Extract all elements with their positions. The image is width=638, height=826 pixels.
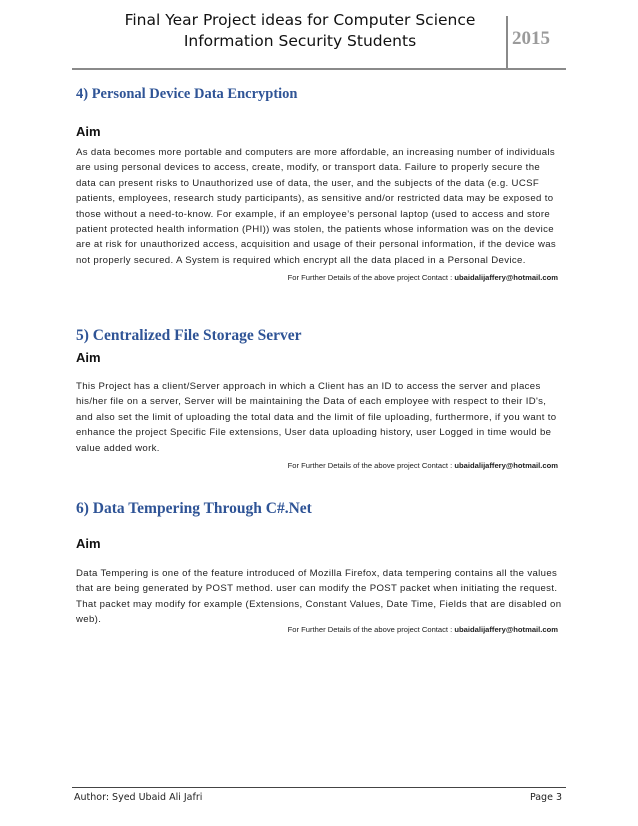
aim-label: Aim [76,124,101,139]
contact-prefix: For Further Details of the above project Contact : [287,273,455,283]
section-title: 5) Centralized File Storage Server [76,327,302,344]
section-body: Data Tempering is one of the feature introduced of Mozilla Firefox, data tempering contains all the values that are being generated by POST method. user can modify the POST packet when initiating the request. That packet may modify for example (Extensions, Constant Values, Date Time, Fields that are disabled on web). [76,568,562,626]
contact-email: ubaidalijaffery@hotmail.com [454,624,558,634]
aim-label: Aim [76,350,101,365]
contact-line [76,273,562,282]
contact-prefix: For Further Details of the above project Contact : [287,461,455,471]
header-year: 2015 [512,28,550,49]
header-title-line-2: Information Security Students [183,32,417,50]
footer-author: Author: Syed Ubaid Ali Jafri [74,792,203,803]
header-divider-horizontal [72,68,566,70]
section-data-tempering [76,498,562,634]
contact-email: ubaidalijaffery@hotmail.com [454,461,558,471]
footer-divider [72,787,566,788]
contact-line [76,625,562,634]
section-title: 6) Data Tempering Through C#.Net [76,500,312,517]
section-body: This Project has a client/Server approach in which a Client has an ID to access the server and places his/her file on a server, Server will be maintaining the Data of each employee with respect to their ID's, and also set the limit of uploading the total data and the limit of file uploading, furthermore, if you want to enhance the project Specific File extensions, User data uploading history, user Logged in time would be value added work. [76,381,557,454]
header-title-line-1: Final Year Project ideas for Computer Science [124,11,476,29]
contact-line [76,461,562,470]
contact-prefix: For Further Details of the above project Contact : [287,624,455,634]
section-centralized-file-storage [76,325,562,470]
page-header-title [90,10,510,52]
section-personal-device-encryption [76,84,562,282]
footer-page-number: Page 3 [529,792,562,803]
contact-email: ubaidalijaffery@hotmail.com [454,273,558,283]
aim-label: Aim [76,536,101,551]
section-title: 4) Personal Device Data Encryption [76,86,298,102]
section-body: As data becomes more portable and computers are more affordable, an increasing number of individuals are using personal devices to access, create, modify, or transport data. Failure to properly secure the data can present risks to Unauthorized use of data, the user, and the subjects of the data (e.g. UCSF patients, employees, research study participants), as sensitive and/or restricted data may be exposed to those without a need-to-know. For example, if an employee’s personal laptop (used to access and store patient protected health information (PHI)) was stolen, the patients whose information was on the device are at risk for unauthorized access, acquisition and usage of their personal information, if the device was not properly secured. A System is required which encrypt all the data placed in a Personal Device. [76,147,557,266]
header-divider-vertical [506,16,508,70]
